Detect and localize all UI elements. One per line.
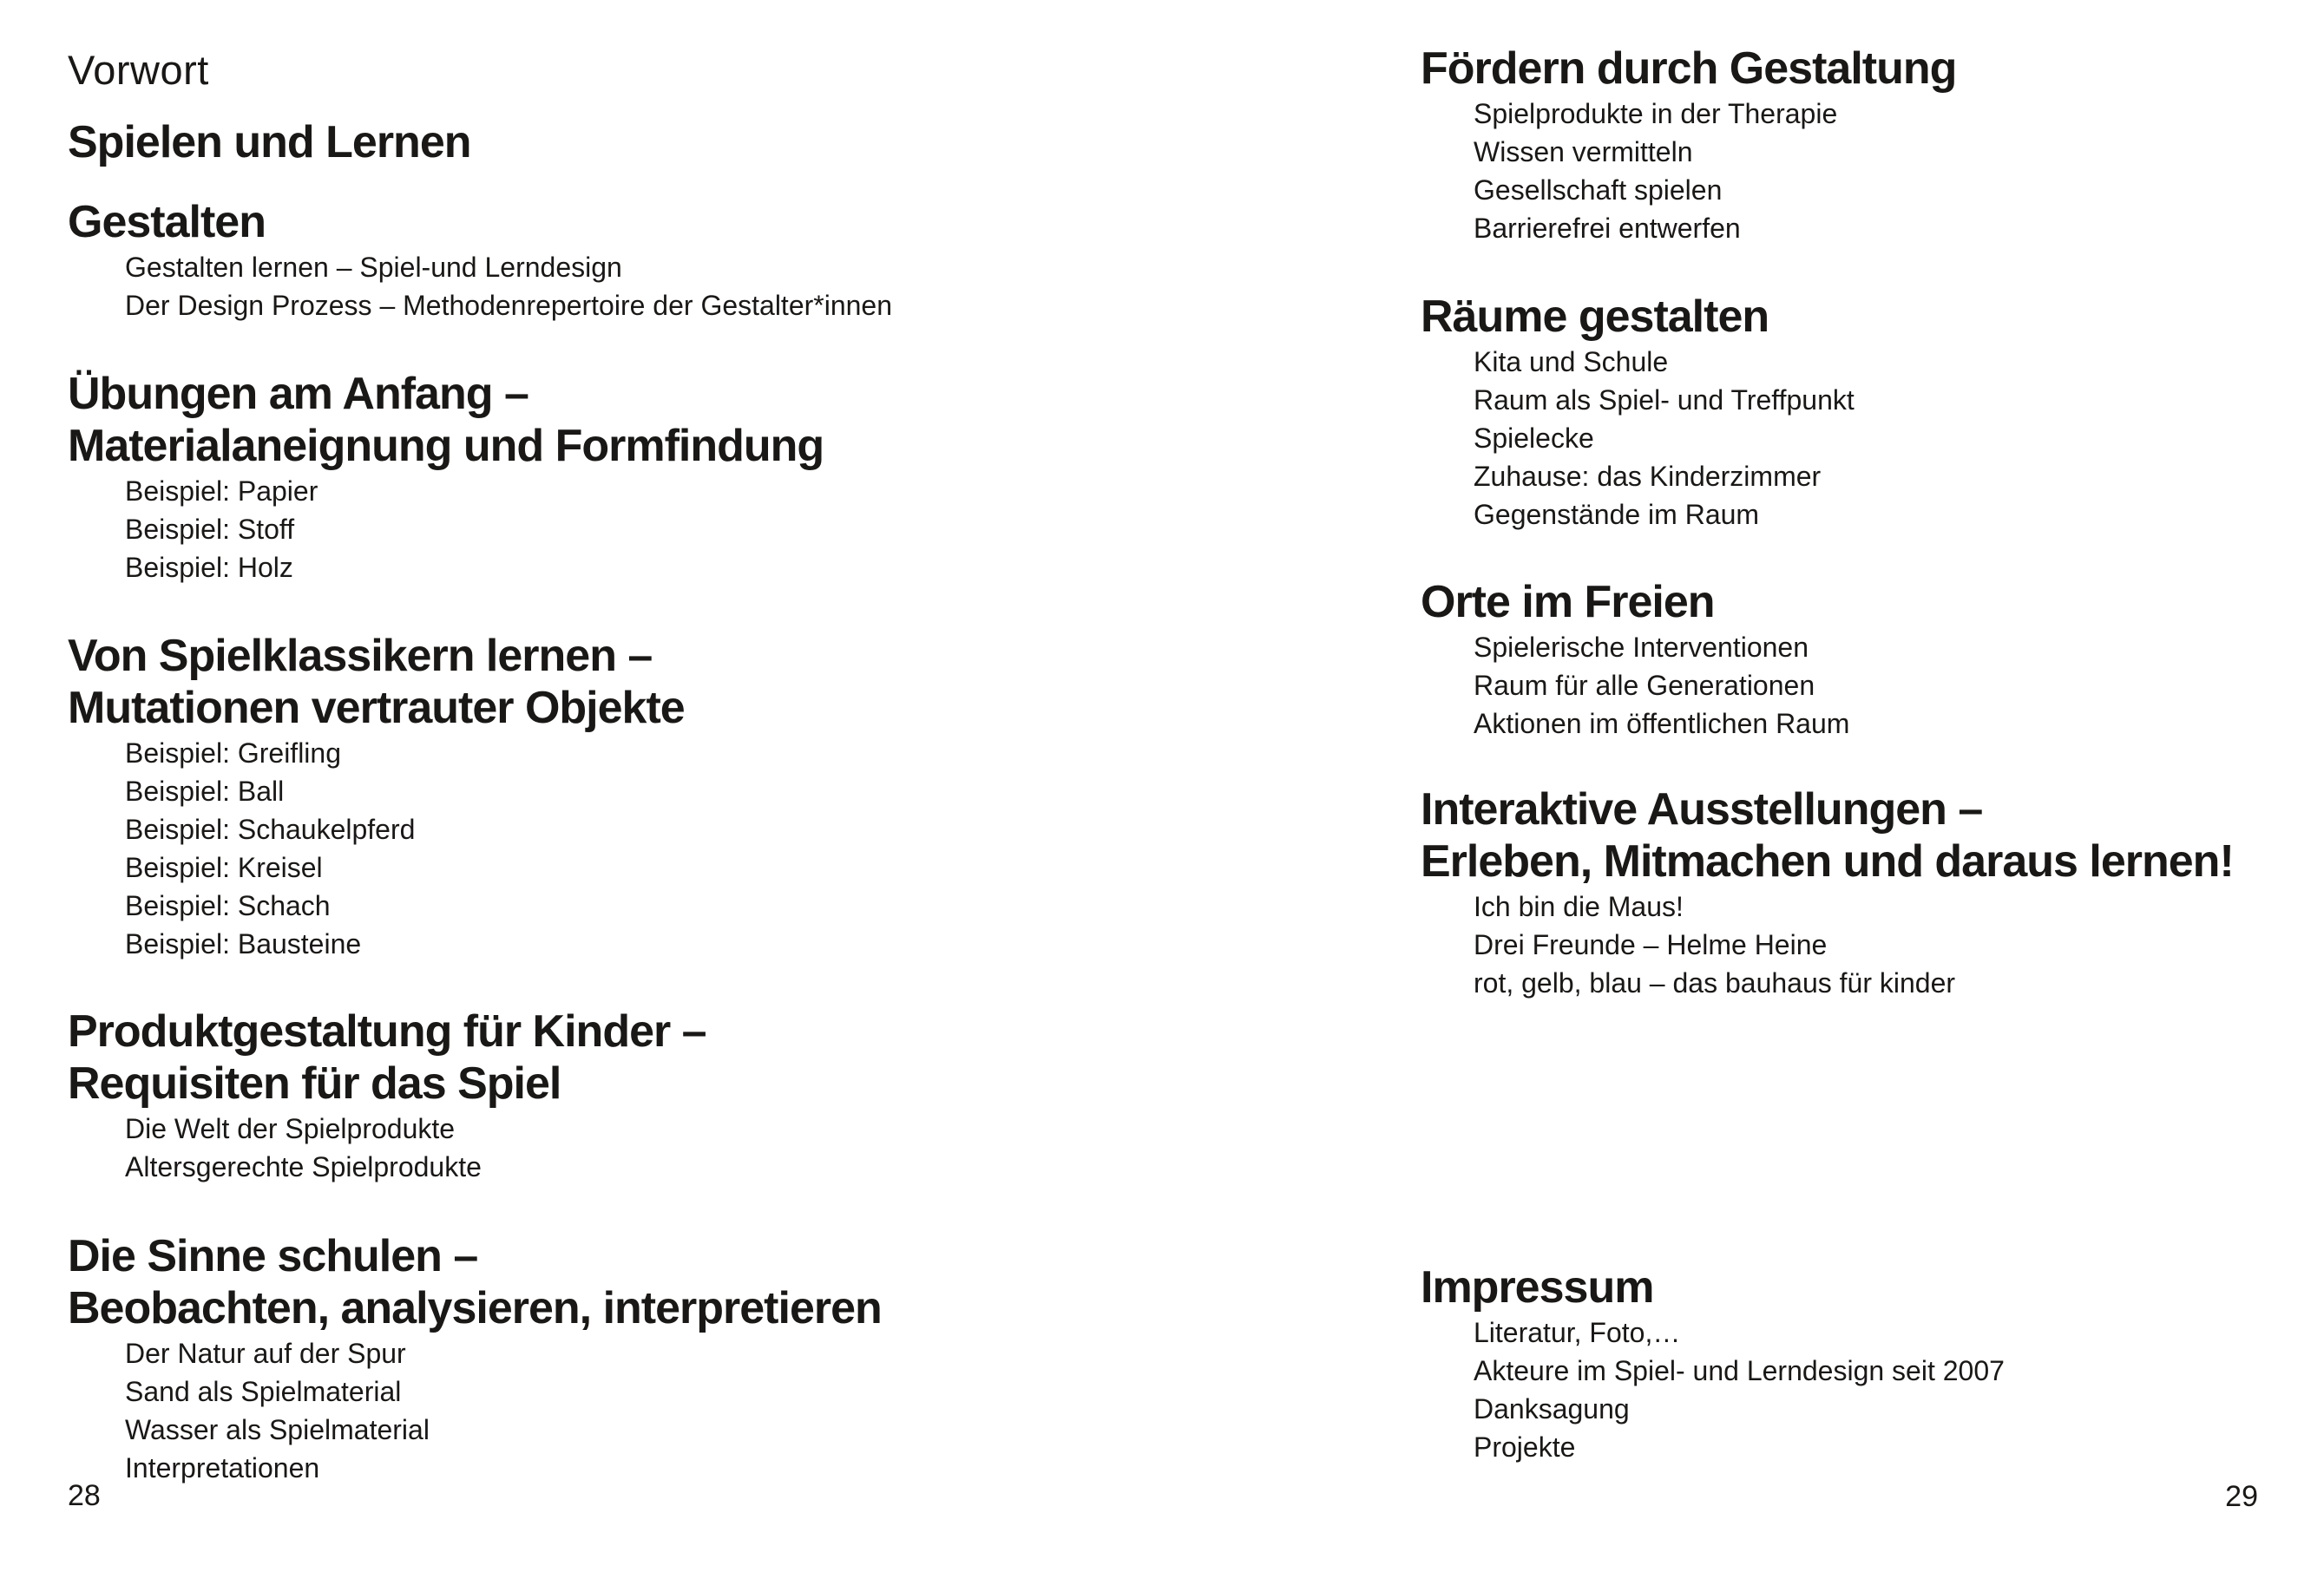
toc-entry: Beispiel: Holz: [125, 552, 293, 583]
toc-entry: Beispiel: Greifling: [125, 737, 341, 769]
toc-section-ausstellungen: [1421, 783, 2258, 1002]
section-heading: Fördern durch Gestaltung: [1421, 43, 1957, 94]
section-heading-line: Interaktive Ausstellungen –: [1421, 784, 1983, 835]
section-entries: [1421, 888, 2258, 1002]
toc-entry: Barrierefrei entwerfen: [1474, 213, 1741, 244]
toc-section-orte: [1421, 576, 2258, 743]
toc-entry: Aktionen im öffentlichen Raum: [1474, 708, 1850, 739]
toc-entry: Literatur, Foto,…: [1474, 1317, 1681, 1348]
preface-entry: Vorwort: [68, 47, 209, 93]
section-entries: [1421, 95, 2258, 247]
toc-entry: Zuhause: das Kinderzimmer: [1474, 461, 1822, 492]
toc-entry: Altersgerechte Spielprodukte: [125, 1151, 482, 1182]
toc-entry: Spielerische Interventionen: [1474, 632, 1809, 663]
toc-entry: Interpretationen: [125, 1452, 320, 1484]
section-entries: [68, 472, 1239, 586]
page-right: [1421, 0, 2258, 1572]
section-heading-line: Erleben, Mitmachen und daraus lernen!: [1421, 836, 2234, 887]
toc-entry: Danksagung: [1474, 1393, 1630, 1425]
section-entries: [68, 1334, 1239, 1487]
toc-entry: Raum als Spiel- und Treffpunkt: [1474, 384, 1855, 416]
section-heading: Spielen und Lernen: [68, 117, 471, 167]
toc-entry: Raum für alle Generationen: [1474, 670, 1815, 701]
section-entries: [1421, 628, 2258, 743]
page-number-left: 28: [68, 1479, 101, 1512]
toc-entry: Kita und Schule: [1474, 346, 1669, 377]
section-heading-line: Mutationen vertrauter Objekte: [68, 683, 685, 733]
section-entries: [1421, 343, 2258, 534]
toc-section-impressum: [1421, 1261, 2258, 1466]
toc-entry: Drei Freunde – Helme Heine: [1474, 929, 1828, 960]
toc-entry: Spielprodukte in der Therapie: [1474, 98, 1838, 129]
toc-entry: Beispiel: Bausteine: [125, 928, 362, 960]
toc-entry: Der Design Prozess – Methodenrepertoire der Gestalter*innen: [125, 290, 893, 321]
section-heading: Orte im Freien: [1421, 577, 1715, 627]
page-number-right: 29: [2225, 1480, 2258, 1513]
toc-entry: rot, gelb, blau – das bauhaus für kinder: [1474, 967, 1956, 999]
toc-entry: Akteure im Spiel- und Lerndesign seit 2007: [1474, 1355, 2005, 1386]
toc-entry: Projekte: [1474, 1431, 1576, 1463]
section-heading-line: Die Sinne schulen –: [68, 1231, 478, 1281]
toc-entry: Beispiel: Papier: [125, 475, 318, 507]
toc-entry: Sand als Spielmaterial: [125, 1376, 402, 1407]
toc-entry: Beispiel: Schaukelpferd: [125, 814, 416, 845]
toc-entry: Wasser als Spielmaterial: [125, 1414, 430, 1445]
section-heading-line: Produktgestaltung für Kinder –: [68, 1006, 706, 1057]
toc-entry: Der Natur auf der Spur: [125, 1338, 406, 1369]
section-heading: Impressum: [1421, 1262, 1654, 1313]
toc-section-gestalten: [68, 196, 1239, 324]
toc-entry: Ich bin die Maus!: [1474, 891, 1684, 922]
page-left: [68, 0, 1239, 1572]
toc-section-spielen-und-lernen: [68, 116, 1239, 168]
section-entries: [1421, 1313, 2258, 1466]
toc-entry: Beispiel: Ball: [125, 776, 285, 807]
toc-entry: Beispiel: Schach: [125, 890, 331, 921]
section-heading-line: Requisiten für das Spiel: [68, 1058, 561, 1109]
section-heading-line: Materialaneignung und Formfindung: [68, 421, 824, 471]
toc-entry: Gestalten lernen – Spiel-und Lerndesign: [125, 252, 622, 283]
section-heading-line: Von Spielklassikern lernen –: [68, 631, 653, 681]
toc-entry: Die Welt der Spielprodukte: [125, 1113, 456, 1144]
toc-entry: Spielecke: [1474, 422, 1594, 454]
toc-section-die-sinne: [68, 1230, 1239, 1487]
section-entries: [68, 248, 1239, 324]
toc-section-raeume: [1421, 291, 2258, 534]
toc-entry: Wissen vermitteln: [1474, 136, 1693, 167]
section-heading-line: Beobachten, analysieren, interpretieren: [68, 1283, 882, 1333]
toc-entry: Beispiel: Kreisel: [125, 852, 323, 883]
toc-section-spielklassiker: [68, 630, 1239, 963]
section-heading-line: Übungen am Anfang –: [68, 369, 528, 419]
toc-section-foerdern: [1421, 43, 2258, 247]
toc-entry: Gegenstände im Raum: [1474, 499, 1760, 530]
section-entries: [68, 734, 1239, 963]
toc-section-produktgestaltung: [68, 1005, 1239, 1186]
toc-entry: Beispiel: Stoff: [125, 514, 295, 545]
section-entries: [68, 1110, 1239, 1186]
section-heading: Gestalten: [68, 197, 266, 247]
toc-entry: Gesellschaft spielen: [1474, 174, 1723, 206]
toc-section-uebungen: [68, 368, 1239, 586]
section-heading: Räume gestalten: [1421, 291, 1769, 342]
